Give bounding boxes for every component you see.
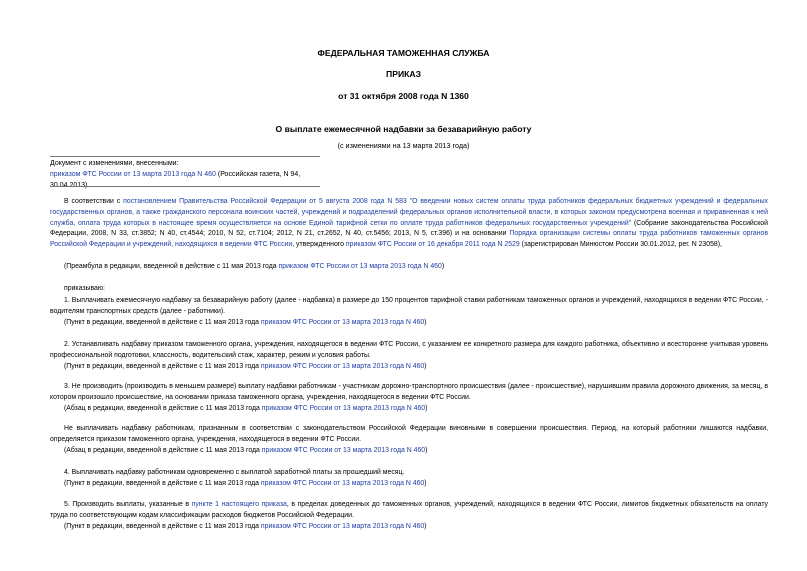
preamble-text-4: (зарегистрирован Минюстом России 30.01.2012, рег. N 23058), <box>519 241 722 249</box>
item-1: 1. Выплачивать ежемесячную надбавку за безаварийную работу (далее - надбавка) в размере до 150 процентов тарифной ставки работникам таможенных органов и учреждений, находящихся в ведении ФТС России, - водителям транспортных средств (далее - работники). <box>50 297 768 315</box>
changes-label: Документ с изменениями, внесенными: <box>50 160 179 167</box>
redaction-link[interactable]: приказом ФТС России от 13 марта 2013 года N 460 <box>261 405 426 412</box>
redaction-suffix: ) <box>424 523 427 530</box>
redaction-suffix: ) <box>424 363 427 370</box>
redaction-link[interactable]: приказом ФТС России от 13 марта 2013 года N 460 <box>260 319 425 326</box>
preamble-text-3: , утвержденного <box>292 241 346 249</box>
doc-date-number: от 31 октября 2008 года N 1360 <box>338 91 469 101</box>
item-3: 3. Не производить (производить в меньшем размере) выплату надбавки работникам - участникам дорожно-транспортного происшествия (далее - происшествие), нарушившим правила дорожного движения, за месяц, в котором произошло происшествие, на основании приказа таможенного органа, учреждения, находящегося в ведении ФТС России. <box>50 383 768 401</box>
item-5-redaction <box>64 522 427 533</box>
redaction-text: (Пункт в редакции, введенной в действие с 11 мая 2013 года <box>64 319 261 326</box>
redaction-text: (Пункт в редакции, введенной в действие с 11 мая 2013 года <box>64 363 261 370</box>
redaction-text: (Пункт в редакции, введенной в действие с 11 мая 2013 года <box>64 480 261 487</box>
item-2: 2. Устанавливать надбавку приказом таможенного органа, учреждения, находящегося в ведении ФТС России, с указанием ее конкретного размера для каждого работника, объективно и всесторонне учитывая уровень профессиональной подготовки, классность, водительский стаж, характер, режим и условия работы. <box>50 341 768 359</box>
redaction-suffix: ) <box>425 405 428 412</box>
item-5 <box>50 500 768 522</box>
redaction-link[interactable]: приказом ФТС России от 13 марта 2013 года N 460 <box>260 523 425 530</box>
preamble-text-1: В соответствии с <box>64 198 124 205</box>
doc-title: О выплате ежемесячной надбавки за безаварийную работу <box>275 124 532 134</box>
preamble-redaction <box>64 262 444 273</box>
divider-top <box>50 156 320 157</box>
redaction-suffix: ) <box>424 319 427 326</box>
changes-line <box>50 169 330 191</box>
redaction-text: (Преамбула в редакции, введенной в действие с 11 мая 2013 года <box>64 263 279 270</box>
item-2-redaction <box>64 362 427 373</box>
redaction-text: (Пункт в редакции, введенной в действие с 11 мая 2013 года <box>64 523 261 530</box>
doc-type: ПРИКАЗ <box>386 69 421 79</box>
item-3-para-2: Не выплачивать надбавку работникам, признанным в соответствии с законодательством Российской Федерации виновными в совершении происшествия. Период, на который работники лишаются надбавки, определяется приказом таможенного органа, учреждения, находящегося в ведении ФТС России. <box>50 425 768 443</box>
item-3-redaction <box>64 404 427 415</box>
redaction-link[interactable]: приказом ФТС России от 13 марта 2013 года N 460 <box>261 447 426 454</box>
redaction-text: (Абзац в редакции, введенной в действие с 11 мая 2013 года <box>64 447 262 454</box>
redaction-link[interactable]: приказом ФТС России от 13 марта 2013 года N 460 <box>260 363 425 370</box>
item-5-text-1: 5. Производить выплаты, указанные в <box>64 501 192 508</box>
order-word: приказываю: <box>64 285 105 292</box>
preamble-link-decree[interactable]: постановлением Правительства Российской Федерации от 5 августа 2008 года N 583 "О введении новых систем оплаты труда работников федеральных бюджетных учреждений и федеральных государственных органов, а также гражданского персонала воинских частей, учреждений и подразделений федеральных органов исполнительной власти, в которых законом предусмотрена военная и приравненная к ней служба, оплата труда которых в настоящее время осуществляется на основе Единой тарифной сетки по оплате труда работников федеральных государственных учреждений" <box>50 198 768 227</box>
item-3-para-2-redaction <box>64 446 427 457</box>
preamble-link-procedure[interactable]: Порядка организации системы оплаты труда работников таможенных органов Российской Федерации и учреждений, находящихся в ведении ФТС России <box>50 230 768 249</box>
org-name: ФЕДЕРАЛЬНАЯ ТАМОЖЕННАЯ СЛУЖБА <box>317 48 490 58</box>
redaction-suffix: ) <box>425 447 428 454</box>
divider-bottom <box>50 186 320 187</box>
redaction-suffix: ) <box>424 480 427 487</box>
item-1-redaction <box>64 318 427 329</box>
redaction-link[interactable]: приказом ФТС России от 13 марта 2013 года N 460 <box>260 480 425 487</box>
redaction-suffix: ) <box>441 263 445 270</box>
preamble <box>50 197 768 251</box>
redaction-text: (Абзац в редакции, введенной в действие с 11 мая 2013 года <box>64 405 262 412</box>
changes-link[interactable]: приказом ФТС России от 13 марта 2013 года N 460 <box>50 171 216 178</box>
preamble-text-2: (Собрание законодательства Российской Федерации, 2008, N 33, ст.3852; N 40, ст.4544; 2010, N 52, ст.7104; 2012, N 21, ст.2652, N 40, ст.5456; 2013, N 5, ст.396) и на основании <box>50 219 768 238</box>
item-4-redaction <box>64 479 427 490</box>
amended-note: (с изменениями на 13 марта 2013 года) <box>337 141 470 150</box>
item-4: 4. Выплачивать надбавку работникам одновременно с выплатой заработной платы за прошедший месяц. <box>64 469 405 476</box>
item-5-link[interactable]: пункте 1 настоящего приказа <box>191 501 287 508</box>
redaction-link[interactable]: приказом ФТС России от 13 марта 2013 года N 460 <box>278 263 442 270</box>
preamble-link-order-2529[interactable]: приказом ФТС России от 16 декабря 2011 года N 2529 <box>345 241 520 249</box>
item-5-text-2: , в пределах доведенных до таможенных органов, учреждений, находящихся в ведении ФТС России, лимитов бюджетных обязательств на оплату труда по соответствующим кодам классификации расходов бюджетов Российской Федерации. <box>50 501 768 519</box>
changes-source: (Российская газета, N 94, 30.04.2013). <box>50 171 301 189</box>
